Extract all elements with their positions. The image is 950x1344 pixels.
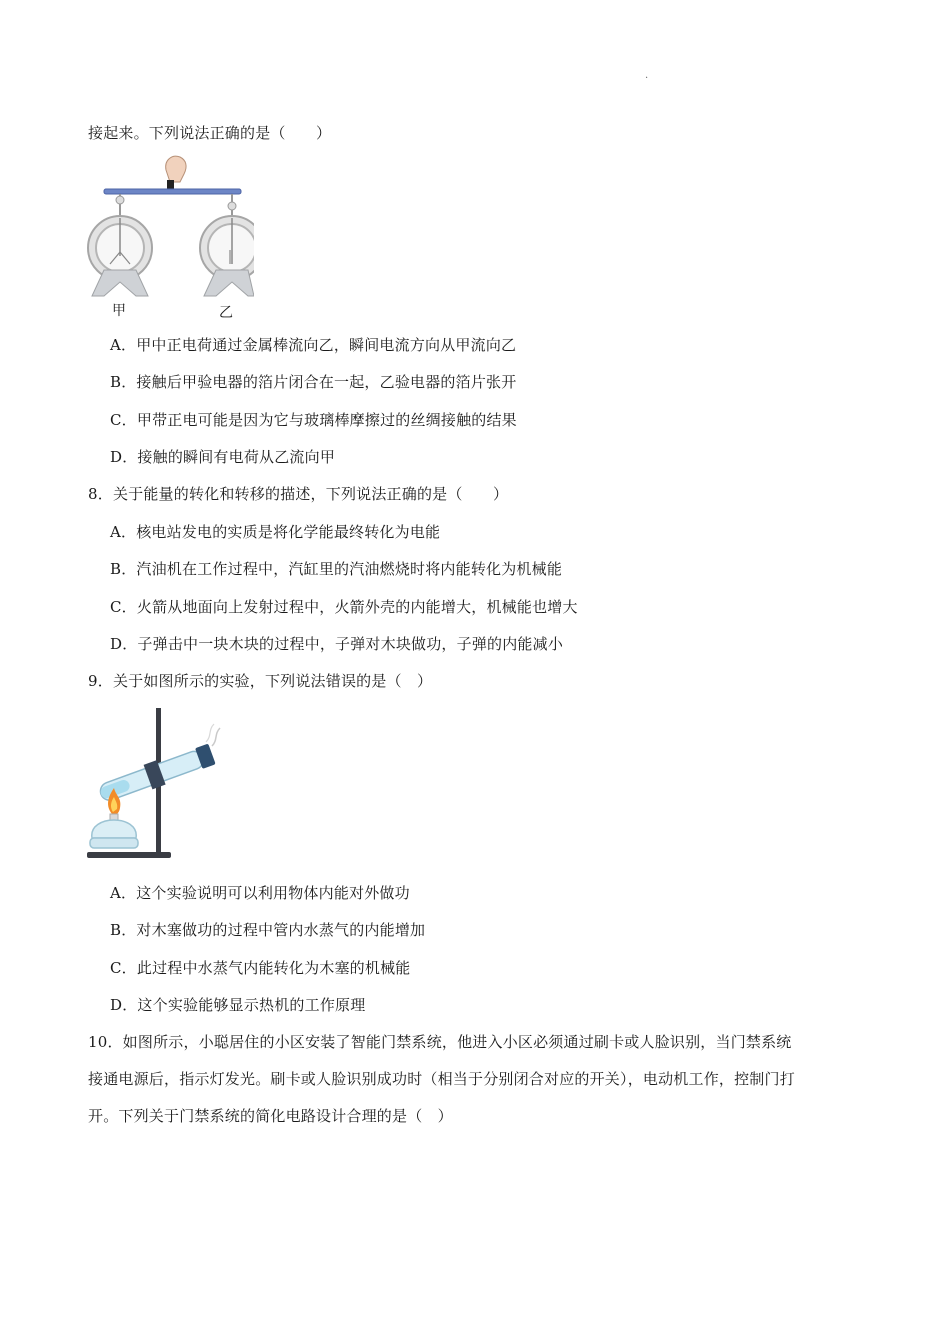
q8-option-c: C．火箭从地面向上发射过程中，火箭外壳的内能增大，机械能也增大 — [110, 598, 578, 616]
q8-option-a: A．核电站发电的实质是将化学能最终转化为电能 — [110, 523, 441, 541]
q8-option-d: D．子弹击中一块木块的过程中，子弹对木块做功，子弹的内能减小 — [110, 635, 564, 653]
label-jia: 甲 — [112, 303, 127, 319]
steam — [212, 728, 220, 746]
q10-stem-line-2: 接通电源后，指示灯发光。刷卡或人脸识别成功时（相当于分别闭合对应的开关），电动机工作，控制门打 — [88, 1070, 795, 1088]
header-mark: . — [645, 70, 649, 81]
electroscope-right — [200, 194, 254, 296]
q7-option-a: A．甲中正电荷通过金属棒流向乙，瞬间电流方向从甲流向乙 — [110, 336, 517, 354]
alcohol-lamp — [92, 820, 136, 838]
q7-stem-continuation: 接起来。下列说法正确的是（ ） — [88, 124, 332, 142]
hand-icon — [166, 156, 186, 182]
q9-option-a: A．这个实验说明可以利用物体内能对外做功 — [110, 884, 410, 902]
q10-stem-line-3: 开。下列关于门禁系统的简化电路设计合理的是（ ） — [88, 1107, 453, 1125]
metal-rod — [104, 189, 241, 194]
electroscope-figure — [84, 152, 254, 322]
q8-stem: 8．关于能量的转化和转移的描述，下列说法正确的是（ ） — [88, 485, 509, 503]
q9-option-b: B．对木塞做功的过程中管内水蒸气的内能增加 — [110, 921, 426, 939]
electroscope-left — [88, 194, 152, 296]
label-yi: 乙 — [219, 305, 234, 321]
q7-option-b: B．接触后甲验电器的箔片闭合在一起，乙验电器的箔片张开 — [110, 373, 517, 391]
q9-stem: 9．关于如图所示的实验，下列说法错误的是（ ） — [88, 672, 433, 690]
q7-option-d: D．接触的瞬间有电荷从乙流向甲 — [110, 448, 336, 466]
q9-option-d: D．这个实验能够显示热机的工作原理 — [110, 996, 366, 1014]
steam-experiment-figure — [84, 706, 224, 864]
q9-option-c: C．此过程中水蒸气内能转化为木塞的机械能 — [110, 959, 411, 977]
q8-option-b: B．汽油机在工作过程中，汽缸里的汽油燃烧时将内能转化为机械能 — [110, 560, 563, 578]
q7-option-c: C．甲带正电可能是因为它与玻璃棒摩擦过的丝绸接触的结果 — [110, 411, 517, 429]
q10-stem-line-1: 10．如图所示，小聪居住的小区安装了智能门禁系统，他进入小区必须通过刷卡或人脸识别，当门禁系统 — [88, 1033, 792, 1051]
